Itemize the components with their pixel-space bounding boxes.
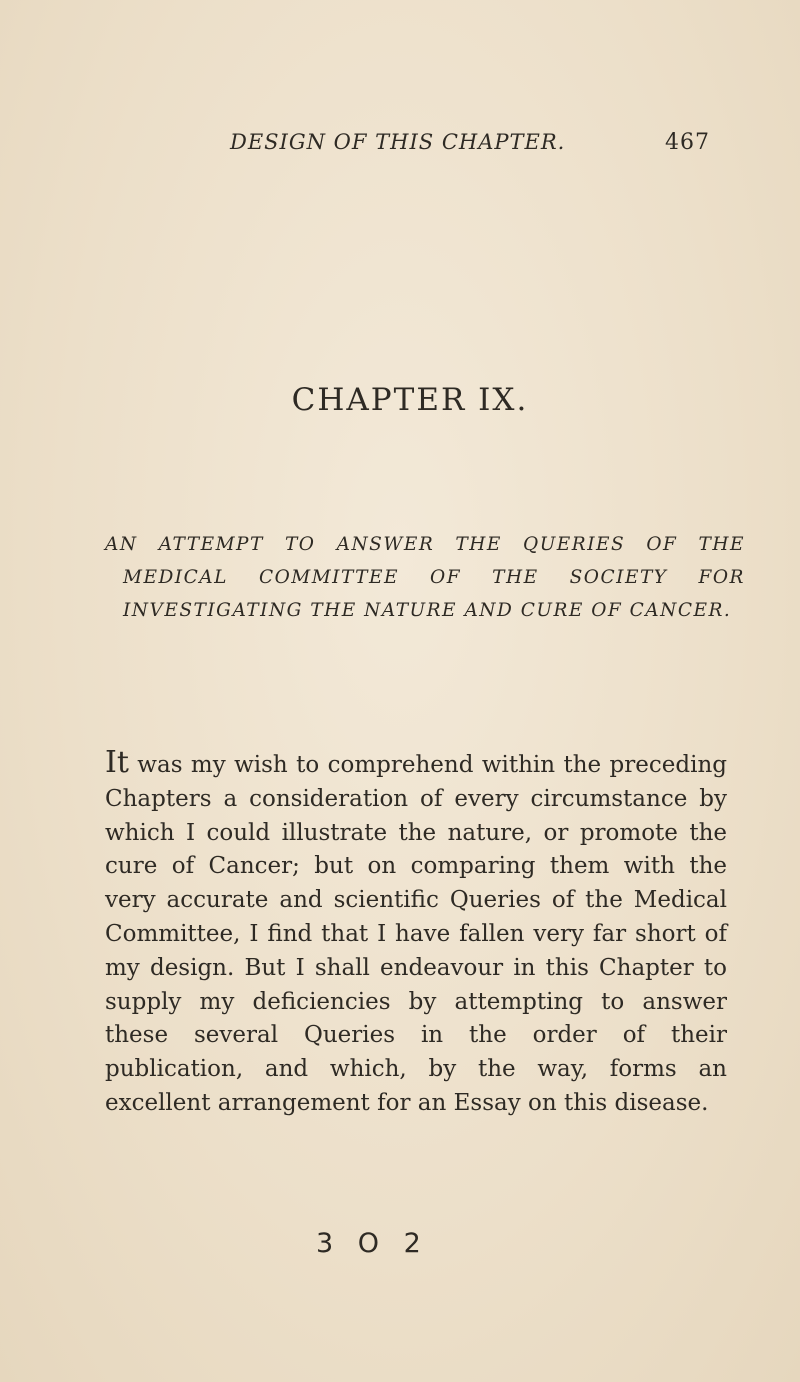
first-word: It xyxy=(105,745,129,780)
running-head xyxy=(230,130,710,155)
page-number: 467 xyxy=(665,130,710,155)
chapter-subtitle: AN ATTEMPT TO ANSWER THE QUERIES OF THE MEDICAL COMMITTEE OF THE SOCIETY FOR INVESTIGATING THE NATURE AND CURE OF CANCER. xyxy=(105,534,745,621)
chapter-title: CHAPTER IX. xyxy=(291,382,529,418)
body-paragraph xyxy=(105,745,727,1121)
running-title: DESIGN OF THIS CHAPTER. xyxy=(230,130,566,154)
signature-mark: 3 O 2 xyxy=(316,1228,429,1259)
paragraph-text: was my wish to comprehend within the preceding Chapters a consideration of every circumstance by which I could illustrate the nature, or promote the cure of Cancer; but on comparing them with the very accurate and scientific Queries of the Medical Committee, I find that I have fallen very far short of my design. But I shall endeavour in this Chapter to supply my deficiencies by attempting to answer these several Queries in the order of their publication, and which, by the way, forms an excellent arrangement for an Essay on this disease. xyxy=(105,752,727,1116)
